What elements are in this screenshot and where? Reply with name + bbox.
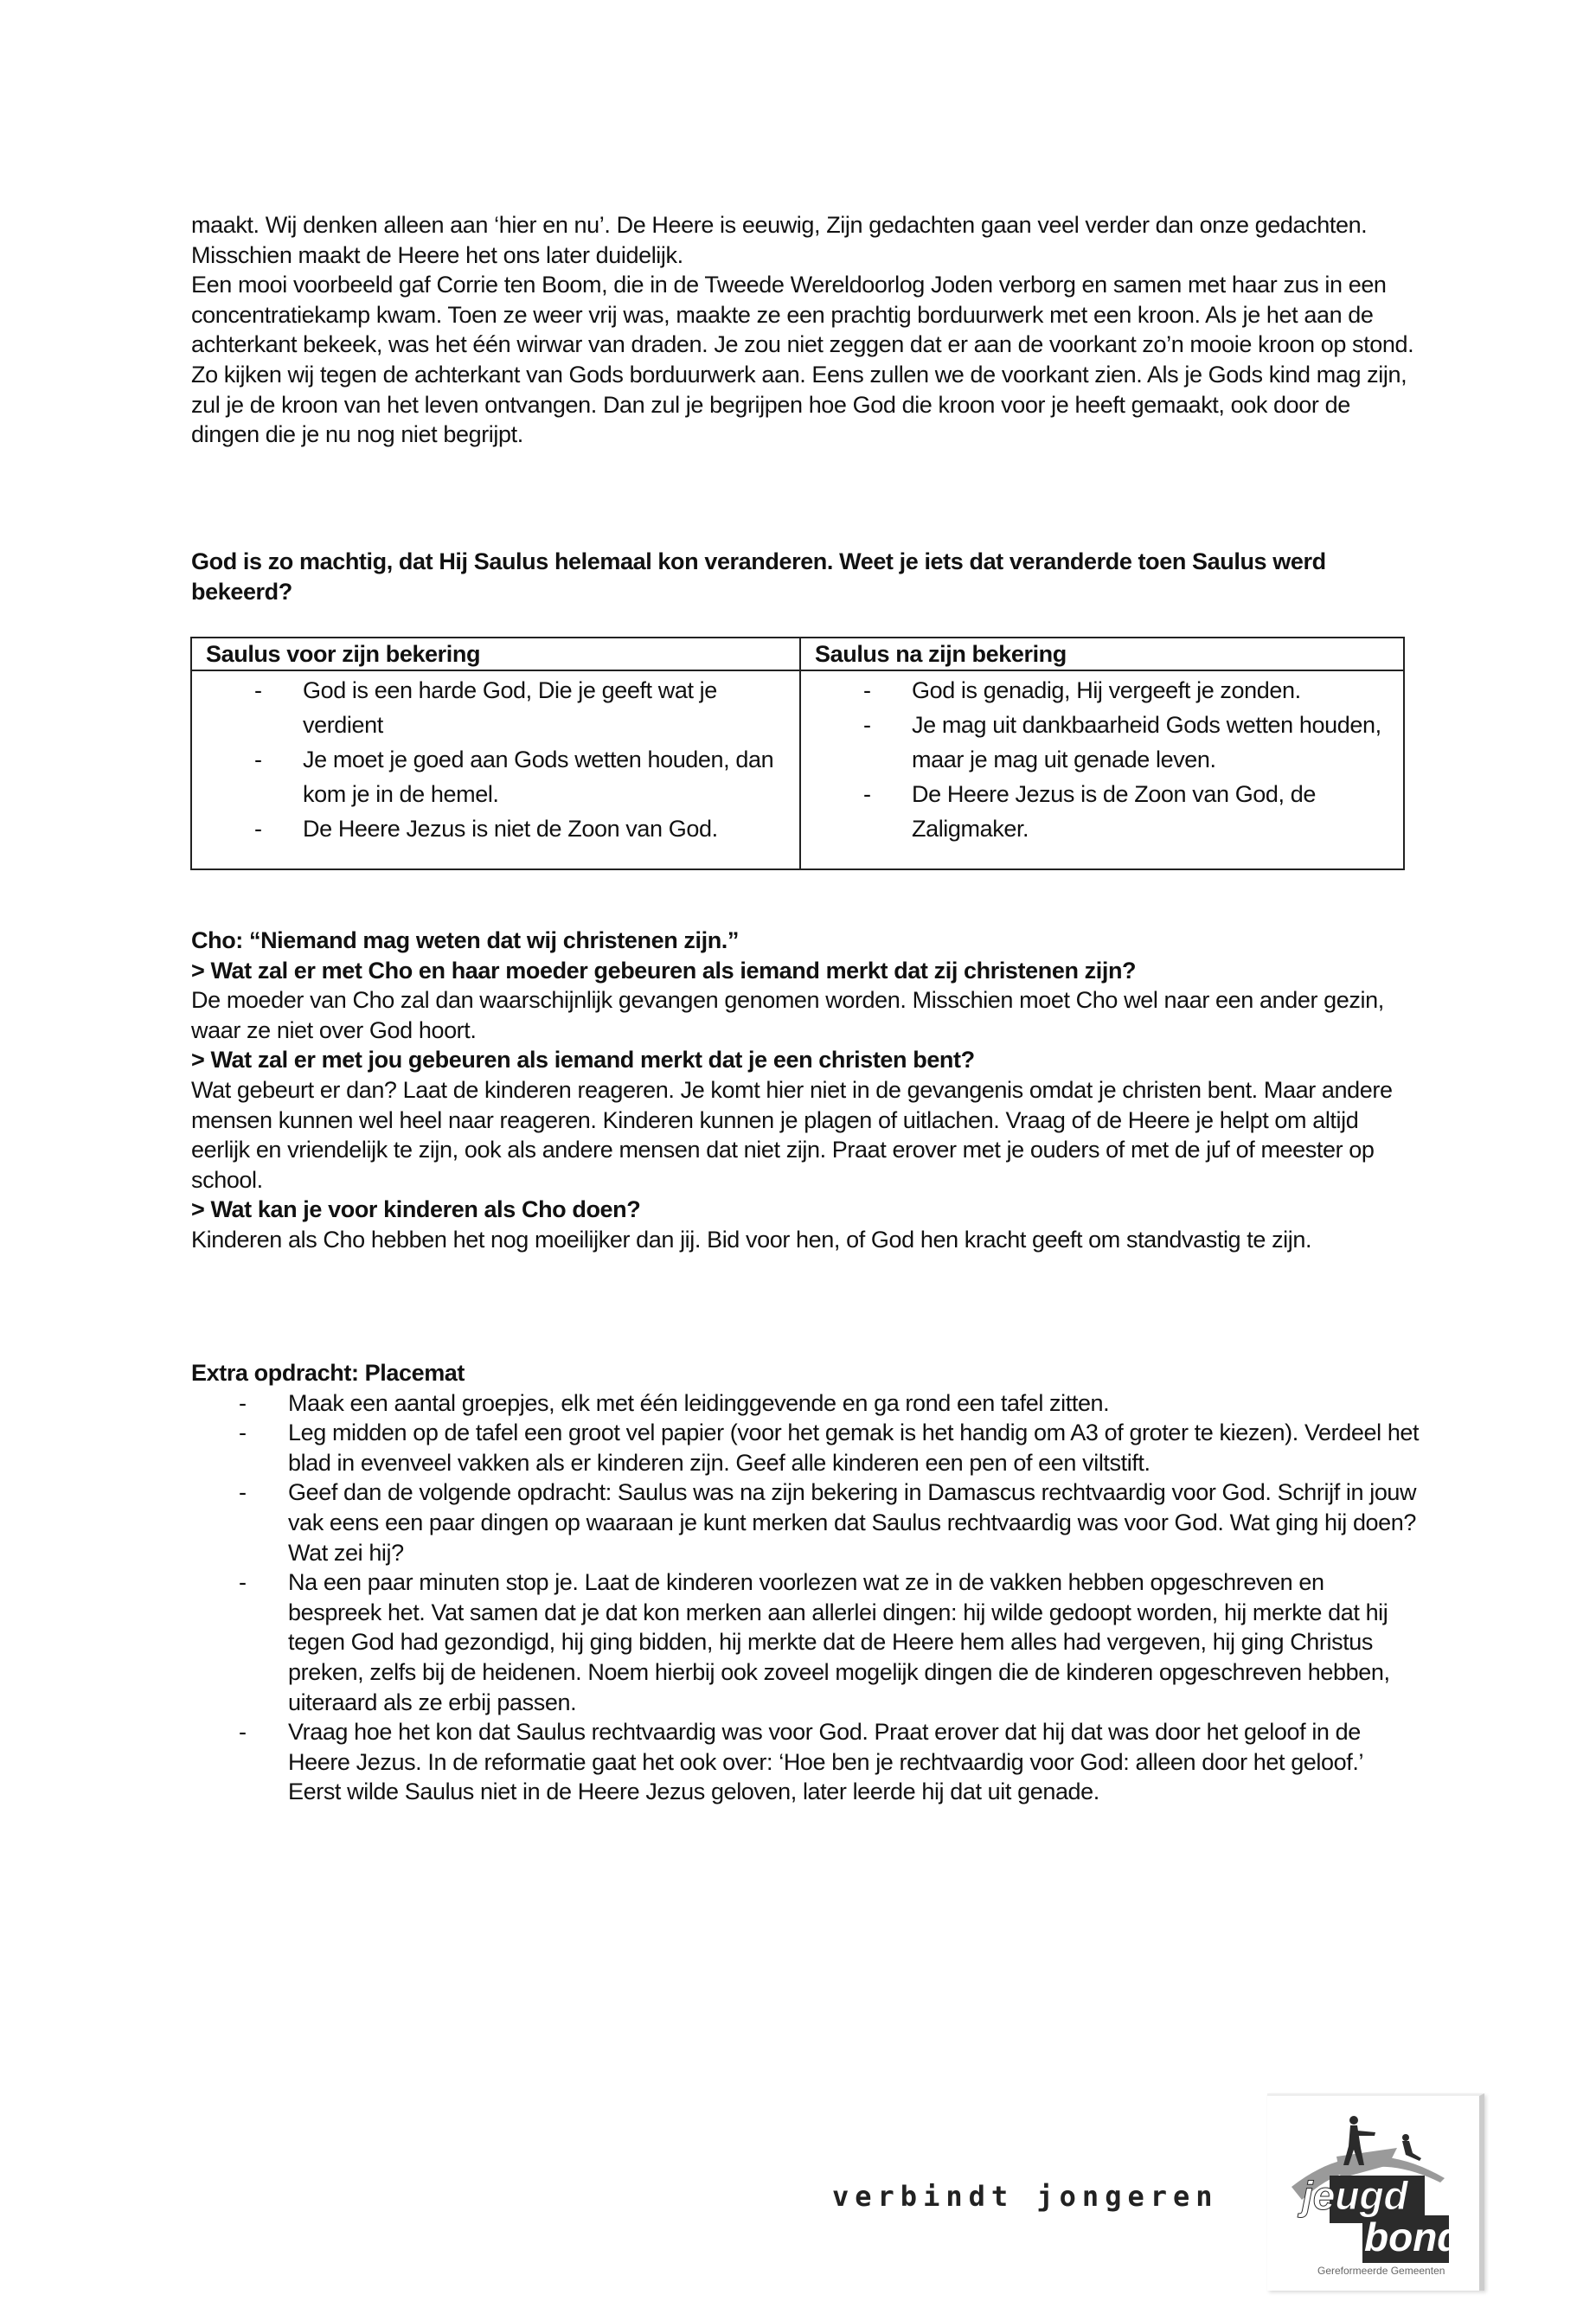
cho-question-3: > Wat kan je voor kinderen als Cho doen? xyxy=(191,1196,641,1223)
extra-list xyxy=(191,1388,1420,1807)
list-item-text: Je mag uit dankbaarheid Gods wetten houden, maar je mag uit genade leven. xyxy=(912,712,1381,772)
list-item xyxy=(191,1567,1420,1717)
jeugdbond-logo xyxy=(1267,2093,1484,2291)
table-row xyxy=(191,670,1404,869)
list-item-text: Na een paar minuten stop je. Laat de kinderen voorlezen wat ze in de vakken hebben opgeschreven en bespreek het. Vat samen dat je dat kon merken aan allerlei dingen: hij wilde gedoopt worden, hij merkte dat hij tegen God had gezondigd, hij ging bidden, hij merkte dat de Heere hem alles had vergeven, hij ging Christus preken, zelfs bij de heidenen. Noem hierbij ook zoveel mogelijk dingen die de kinderen opgeschreven hebben, uiteraard als ze erbij passen. xyxy=(288,1569,1390,1715)
cell-after xyxy=(800,670,1404,869)
cho-question-1: > Wat zal er met Cho en haar moeder gebeuren als iemand merkt dat zij christenen zijn? xyxy=(191,957,1137,984)
table-header-row xyxy=(191,638,1404,670)
header-after: Saulus na zijn bekering xyxy=(800,638,1404,670)
extra-assignment-section xyxy=(191,1358,1420,1807)
list-item-text: God is genadig, Hij vergeeft je zonden. xyxy=(912,677,1301,703)
intro-paragraph-2: Een mooi voorbeeld gaf Corrie ten Boom, die in de Tweede Wereldoorlog Joden verborg en samen met haar zus in een concentratiekamp kwam. Toen ze weer vrij was, maakte ze een prachtig borduurwerk met een kroon. Als je het aan de achterkant bekeek, was het één wirwar van draden. Je zou niet zeggen dat er aan de voorkant zo’n mooie kroon op stond. Zo kijken wij tegen de achterkant van Gods borduurwerk aan. Eens zullen we de voorkant zien. Als je Gods kind mag zijn, zul je de kroon van het leven ontvangen. Dan zul je begrijpen hoe God die kroon voor je heeft gemaakt, ook door de dingen die je nu nog niet begrijpt. xyxy=(191,272,1414,448)
extra-heading: Extra opdracht: Placemat xyxy=(191,1360,465,1386)
list-item xyxy=(206,742,799,811)
cho-answer-2: Wat gebeurt er dan? Laat de kinderen reageren. Je komt hier niet in de gevangenis omdat je christen bent. Maar andere mensen kunnen wel heel naar reageren. Kinderen kunnen je plagen of uitlachen. Vraag of de Heere je helpt om altijd eerlijk en vriendelijk te zijn, ook als andere mensen dat niet zijn. Praat erover met je ouders of met de juf of meester op school. xyxy=(191,1076,1393,1193)
dash-bullet-icon: - xyxy=(239,1479,247,1506)
cell-before xyxy=(191,670,800,869)
cho-answer-1: De moeder van Cho zal dan waarschijnlijk gevangen genomen worden. Misschien moet Cho wel naar een ander gezin, waar ze niet over God hoort. xyxy=(191,987,1384,1043)
cho-section xyxy=(191,926,1420,1255)
dash-bullet-icon: - xyxy=(239,1420,247,1446)
logo-word-bond: bond xyxy=(1364,2214,1462,2259)
list-item xyxy=(191,1388,1420,1419)
dash-bullet-icon: - xyxy=(239,1719,247,1746)
cho-question-2: > Wat zal er met jou gebeuren als iemand merkt dat je een christen bent? xyxy=(191,1047,975,1074)
list-item xyxy=(206,811,799,846)
logo-subtitle: Gereformeerde Gemeenten xyxy=(1317,2265,1445,2277)
list-item-text: De Heere Jezus is niet de Zoon van God. xyxy=(303,816,718,842)
list-item-text: Maak een aantal groepjes, elk met één leidinggevende en ga rond een tafel zitten. xyxy=(288,1389,1110,1416)
dash-bullet-icon: - xyxy=(254,677,262,703)
list-item-text: God is een harde God, Die je geeft wat je verdient xyxy=(303,677,717,738)
intro-paragraph-1: maakt. Wij denken alleen aan ‘hier en nu’. De Heere is eeuwig, Zijn gedachten gaan veel verder dan onze gedachten. Misschien maakt de Heere het ons later duidelijk. xyxy=(191,212,1368,268)
cho-heading: Cho: “Niemand mag weten dat wij christenen zijn.” xyxy=(191,927,739,953)
list-item xyxy=(191,1477,1420,1567)
after-list xyxy=(815,673,1403,846)
dash-bullet-icon: - xyxy=(863,712,871,738)
list-item xyxy=(815,777,1403,846)
dash-bullet-icon: - xyxy=(239,1569,247,1596)
list-item xyxy=(191,1717,1420,1807)
dash-bullet-icon: - xyxy=(239,1389,247,1416)
intro-section xyxy=(191,210,1420,450)
footer-slogan: verbindt jongeren xyxy=(832,2180,1219,2213)
list-item xyxy=(191,1418,1420,1477)
list-item-text: De Heere Jezus is de Zoon van God, de Zaligmaker. xyxy=(912,781,1316,842)
header-before: Saulus voor zijn bekering xyxy=(191,638,800,670)
dash-bullet-icon: - xyxy=(254,747,262,772)
list-item xyxy=(815,673,1403,708)
cho-answer-3: Kinderen als Cho hebben het nog moeilijker dan jij. Bid voor hen, of God hen kracht geeft om standvastig te zijn. xyxy=(191,1226,1312,1253)
list-item-text: Leg midden op de tafel een groot vel papier (voor het gemak is het handig om A3 of groter te kiezen). Verdeel het blad in evenveel vakken als er kinderen zijn. Geef alle kinderen een pen of een viltstift. xyxy=(288,1420,1420,1476)
list-item-text: Vraag hoe het kon dat Saulus rechtvaardig was voor God. Praat erover dat hij dat was door het geloof in de Heere Jezus. In de reformatie gaat het ook over: ‘Hoe ben je rechtvaardig voor God: alleen door het geloof.’ Eerst wilde Saulus niet in de Heere Jezus geloven, later leerde hij dat uit genade. xyxy=(288,1719,1363,1805)
comparison-table xyxy=(190,637,1405,870)
list-item xyxy=(815,708,1403,777)
dash-bullet-icon: - xyxy=(863,677,871,703)
before-list xyxy=(206,673,799,846)
list-item xyxy=(206,673,799,742)
dash-bullet-icon: - xyxy=(254,816,262,842)
dash-bullet-icon: - xyxy=(863,781,871,807)
question-heading: God is zo machtig, dat Hij Saulus helemaal kon veranderen. Weet je iets dat veranderde toen Saulus werd bekeerd? xyxy=(191,548,1326,605)
logo-word-jeugd: jeugd xyxy=(1302,2173,1408,2218)
list-item-text: Je moet je goed aan Gods wetten houden, dan kom je in de hemel. xyxy=(303,747,774,807)
list-item-text: Geef dan de volgende opdracht: Saulus was na zijn bekering in Damascus rechtvaardig voor God. Schrijf in jouw vak eens een paar dingen op waaraan je kunt merken dat Saulus rechtvaardig was voor God. Wat ging hij doen? Wat zei hij? xyxy=(288,1479,1417,1566)
